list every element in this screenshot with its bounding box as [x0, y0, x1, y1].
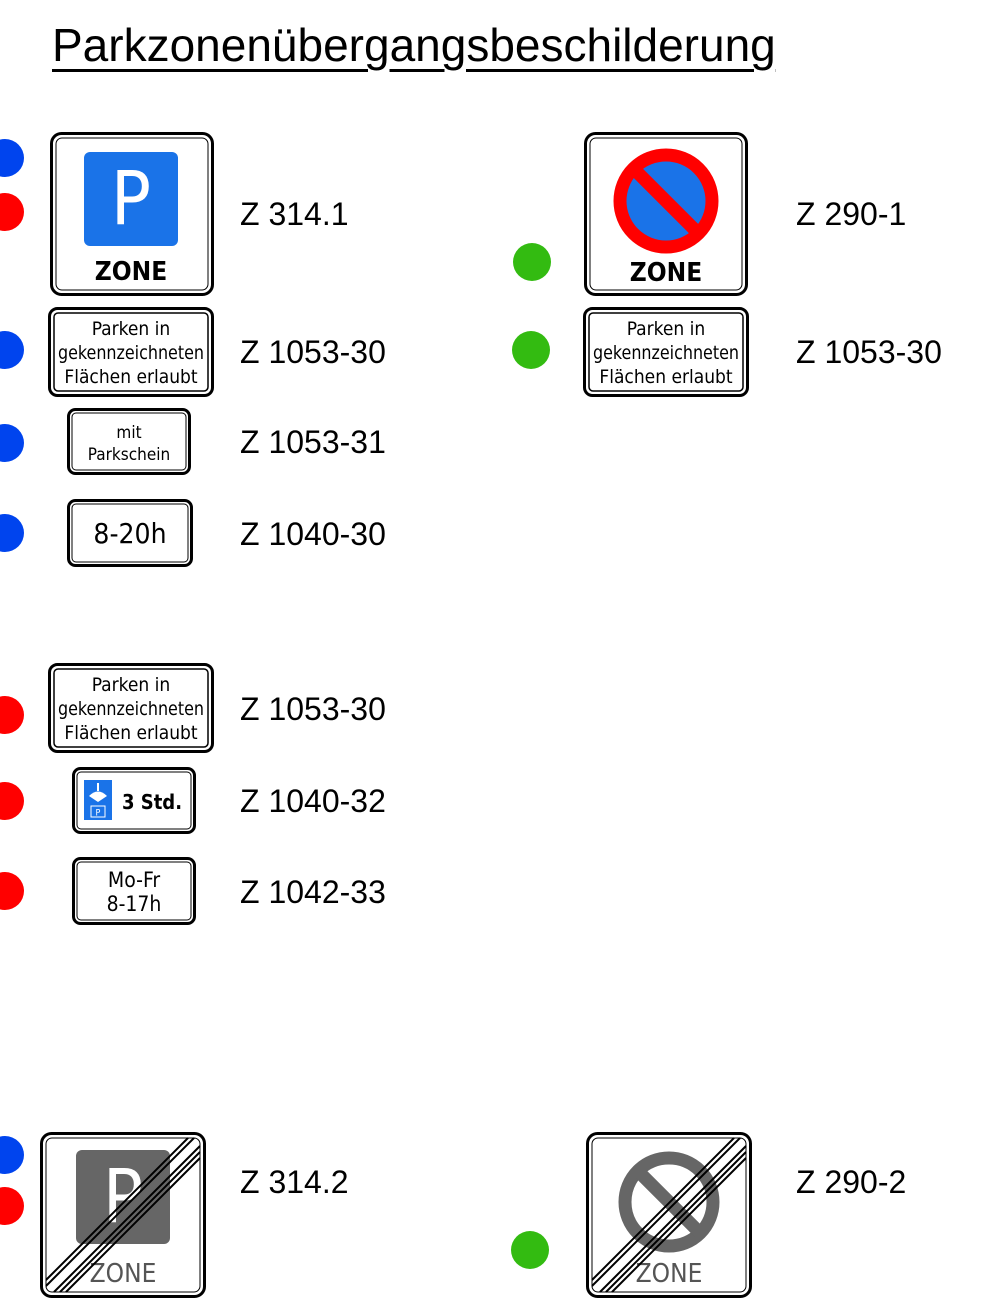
- supplementary-sign: [583, 307, 749, 397]
- parking-zone-sign: [50, 132, 214, 296]
- red-marker: [0, 193, 24, 231]
- sign-code: Z 1042-33: [240, 874, 386, 910]
- sign-text-line: 8-20h: [93, 517, 167, 550]
- sign-code: Z 290-1: [796, 196, 907, 232]
- red-marker: [0, 696, 24, 734]
- sign-text-line: Mo-Fr: [107, 868, 161, 892]
- red-marker: [0, 872, 24, 910]
- supplementary-sign: [48, 663, 214, 753]
- zone-label: ZONE: [94, 257, 168, 287]
- sign-text-line: gekennzeichneten: [593, 342, 739, 364]
- sign-text-line: 3 Std.: [121, 790, 183, 814]
- sign-code: Z 1053-31: [240, 424, 386, 460]
- supplementary-sign: [67, 499, 193, 567]
- blue-marker: [0, 331, 24, 369]
- parking-zone-end-sign: [40, 1132, 206, 1298]
- sign-text-line: Parken in: [626, 318, 706, 340]
- red-marker: [0, 1187, 24, 1225]
- green-marker: [513, 243, 551, 281]
- sign-text-line: gekennzeichneten: [58, 698, 204, 720]
- zone-label: ZONE: [629, 258, 703, 288]
- sign-code: Z 1040-30: [240, 516, 386, 552]
- green-marker: [512, 331, 550, 369]
- sign-text-line: Flächen erlaubt: [64, 366, 198, 388]
- sign-code: Z 1053-30: [796, 334, 942, 370]
- disc-letter: P: [95, 808, 101, 819]
- zone-label: ZONE: [89, 1259, 157, 1289]
- sign-text-line: Flächen erlaubt: [64, 722, 198, 744]
- blue-marker: [0, 139, 24, 177]
- blue-marker: [0, 1136, 24, 1174]
- no-parking-zone-sign: [584, 132, 748, 296]
- no-parking-zone-end-sign: [586, 1132, 752, 1298]
- sign-text-line: Parkschein: [87, 445, 171, 465]
- sign-text-line: mit: [116, 423, 142, 443]
- sign-text-line: gekennzeichneten: [58, 342, 204, 364]
- sign-code: Z 314.2: [240, 1164, 349, 1200]
- sign-code: Z 1053-30: [240, 691, 386, 727]
- supplementary-sign: [72, 767, 196, 834]
- sign-text-line: 8-17h: [106, 892, 162, 916]
- blue-marker: [0, 514, 24, 552]
- sign-text-line: Parken in: [91, 318, 171, 340]
- sign-code: Z 314.1: [240, 196, 349, 232]
- sign-text-line: Parken in: [91, 674, 171, 696]
- supplementary-sign: [48, 307, 214, 397]
- supplementary-sign: [72, 857, 196, 925]
- parking-symbol: P: [110, 156, 152, 242]
- blue-marker: [0, 424, 24, 462]
- red-marker: [0, 782, 24, 820]
- zone-label: ZONE: [635, 1259, 703, 1289]
- green-marker: [511, 1231, 549, 1269]
- parking-symbol: P: [102, 1154, 144, 1240]
- sign-text-line: Flächen erlaubt: [599, 366, 733, 388]
- supplementary-sign: [67, 408, 191, 475]
- page-title: Parkzonenübergangsbeschilderung: [52, 19, 776, 71]
- sign-code: Z 1053-30: [240, 334, 386, 370]
- sign-code: Z 1040-32: [240, 783, 386, 819]
- sign-code: Z 290-2: [796, 1164, 907, 1200]
